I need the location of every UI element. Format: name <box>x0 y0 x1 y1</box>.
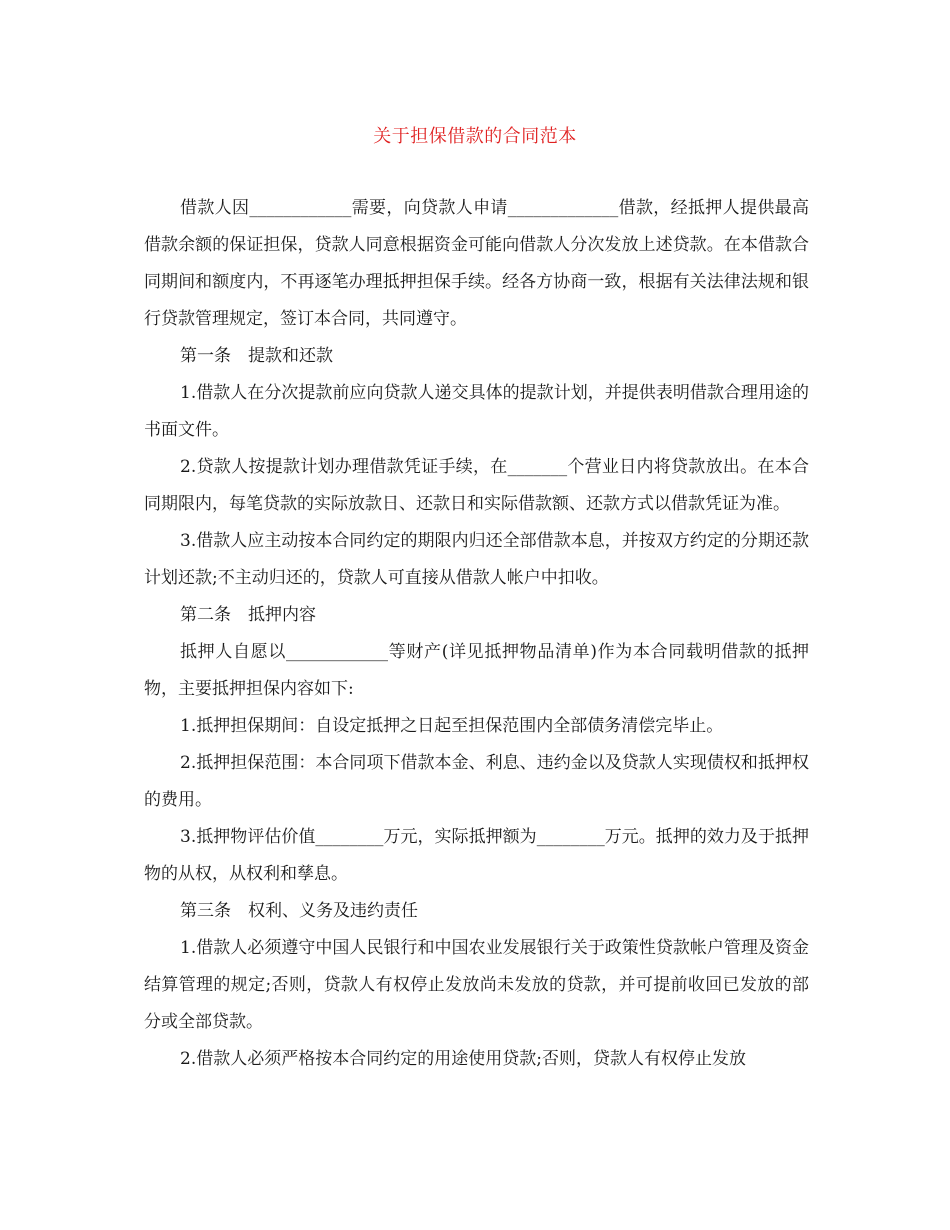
article-2-clause-1: 1.抵押担保期间：自设定抵押之日起至担保范围内全部债务清偿完毕止。 <box>180 716 724 736</box>
document-body <box>144 190 809 1078</box>
document-title: 关于担保借款的合同范本 <box>373 126 577 147</box>
article-1-heading: 第一条 提款和还款 <box>180 346 333 366</box>
article-1-clause-3: 3.借款人应主动按本合同约定的期限内归还全部借款本息，并按双方约定的分期还款计划还款;不主动归还的，贷款人可直接从借款人帐户中扣收。 <box>144 531 809 588</box>
article-2-intro: 抵押人自愿以____________等财产(详见抵押物品清单)作为本合同载明借款的抵押物，主要抵押担保内容如下: <box>144 642 809 699</box>
article-1-clause-1: 1.借款人在分次提款前应向贷款人递交具体的提款计划，并提供表明借款合理用途的书面文件。 <box>144 383 809 440</box>
article-2-heading: 第二条 抵押内容 <box>180 605 316 625</box>
article-1-clause-2: 2.贷款人按提款计划办理借款凭证手续，在_______个营业日内将贷款放出。在本合同期限内，每笔贷款的实际放款日、还款日和实际借款额、还款方式以借款凭证为准。 <box>144 457 809 514</box>
article-3-clause-2: 2.借款人必须严格按本合同约定的用途使用贷款;否则，贷款人有权停止发放 <box>180 1049 746 1069</box>
article-2-clause-2: 2.抵押担保范围：本合同项下借款本金、利息、违约金以及贷款人实现债权和抵押权的费用。 <box>144 753 809 810</box>
article-2-clause-3: 3.抵押物评估价值________万元，实际抵押额为________万元。抵押的效力及于抵押物的从权，从权利和孳息。 <box>144 827 809 884</box>
article-3-clause-1: 1.借款人必须遵守中国人民银行和中国农业发展银行关于政策性贷款帐户管理及资金结算管理的规定;否则，贷款人有权停止发放尚未发放的贷款，并可提前收回已发放的部分或全部贷款。 <box>144 938 809 1032</box>
intro-paragraph: 借款人因____________需要，向贷款人申请_____________借款，经抵押人提供最高借款余额的保证担保，贷款人同意根据资金可能向借款人分次发放上述贷款。在本借款合同期间和额度内，不再逐笔办理抵押担保手续。经各方协商一致，根据有关法律法规和银行贷款管理规定，签订本合同，共同遵守。 <box>144 198 809 329</box>
article-3-heading: 第三条 权利、义务及违约责任 <box>180 901 418 921</box>
